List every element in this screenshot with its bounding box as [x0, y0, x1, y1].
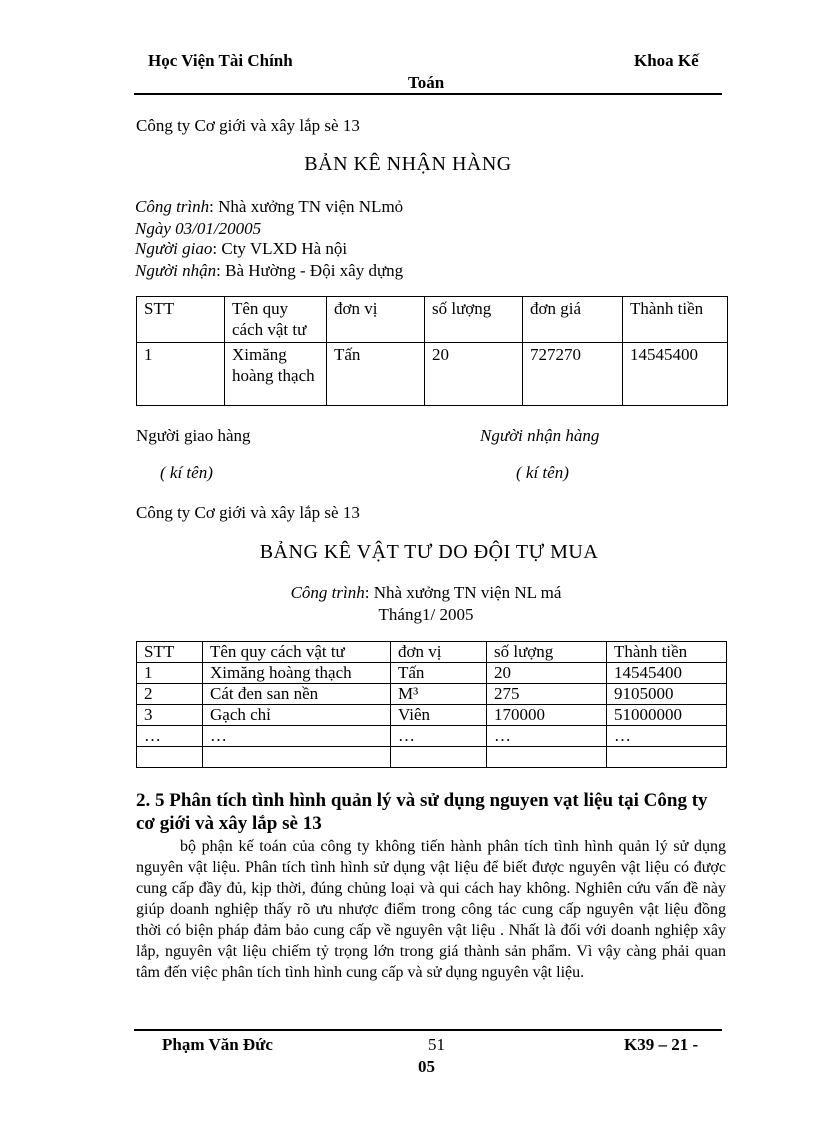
section2-project-label: Công trình [290, 583, 365, 602]
table-header-cell: Thành tiền [623, 297, 728, 343]
table-cell: 727270 [523, 342, 623, 405]
table-cell: M³ [391, 684, 487, 705]
table-cell: Viên [391, 705, 487, 726]
table-header-cell: Tên quy cách vật tư [203, 642, 391, 663]
receiver-line [135, 260, 403, 281]
table-cell: Ximăng hoàng thạch [203, 663, 391, 684]
table-header-cell: STT [137, 297, 225, 343]
section2-month: Tháng1/ 2005 [378, 605, 474, 624]
table-header-cell: đơn giá [523, 297, 623, 343]
footer-class-code-continued: 05 [418, 1057, 435, 1076]
table-header-cell: STT [137, 642, 203, 663]
table-cell: … [487, 726, 607, 747]
table-cell: … [203, 726, 391, 747]
table-cell: 20 [487, 663, 607, 684]
table-header-cell: đơn vị [327, 297, 425, 343]
table-cell: 1 [137, 663, 203, 684]
footer-class-code: K39 – 21 - [624, 1035, 699, 1054]
project-line [135, 196, 403, 217]
header-institution: Học Viện Tài Chính [148, 51, 293, 70]
receiver-label: Người nhận [135, 261, 217, 280]
project-label: Công trình [135, 197, 210, 216]
table-cell [137, 747, 203, 768]
receipt-table [136, 296, 728, 406]
footer-page-number: 51 [428, 1035, 445, 1054]
table-cell: Tấn [327, 342, 425, 405]
table-header-cell: số lượng [425, 297, 523, 343]
table-row [137, 663, 727, 684]
table-cell: Tấn [391, 663, 487, 684]
section-heading: 2. 5 Phân tích tình hình quản lý và sử dụng nguyen vạt liệu tại Công ty cơ giới và xây lắp sè 13 [136, 790, 708, 834]
signature-giver-label: Người giao hàng [136, 426, 251, 445]
table-cell: … [391, 726, 487, 747]
table-header-cell: Tên quy cách vật tư [225, 297, 327, 343]
table-header-cell: số lượng [487, 642, 607, 663]
giver-label: Người giao [135, 239, 213, 258]
section2-company: Công ty Cơ giới và xây lắp sè 13 [136, 503, 360, 522]
table-cell: 2 [137, 684, 203, 705]
footer-rule [134, 1029, 722, 1031]
analysis-paragraph: bộ phận kế toán của công ty không tiến hành phân tích tình hình quản lý sử dụng nguyên vật liệu. Phân tích tình hình sử dụng vật liệu để biết được nguyên vật liệu có được cung cấp đầy đủ, kịp thời, đúng chủng loại và qui cách hay không. Nghiên cứu vấn đề này giúp doanh nghiệp thấy rõ ưu nhược điểm trong công tác cung cấp nguyên vật liệu đồng thời có biện pháp đảm bảo cung cấp về nguyên vật liệu . Nhất là đối với doanh nghiệp xây lắp, nguyên vật liệu chiếm tỷ trọng lớn trong giá thành sản phẩm. Vì vậy càng phải quan tâm đến việc phân tích tình hình cung cấp và sử dụng nguyên vật liệu. [136, 838, 726, 981]
table-row [137, 342, 728, 405]
table-row [137, 684, 727, 705]
table-cell: 14545400 [607, 663, 727, 684]
table-cell: 170000 [487, 705, 607, 726]
table-cell [391, 747, 487, 768]
table-cell: 1 [137, 342, 225, 405]
section1-title: BẢN KÊ NHẬN HÀNG [304, 153, 512, 175]
table-cell: 9105000 [607, 684, 727, 705]
section2-project-value: : Nhà xưởng TN viện NL má [364, 583, 562, 602]
header-faculty-continued: Toán [408, 73, 445, 92]
table-cell: Gạch chỉ [203, 705, 391, 726]
table-cell [607, 747, 727, 768]
giver-line [135, 238, 347, 259]
materials-table [136, 641, 727, 768]
table-cell: … [137, 726, 203, 747]
table-cell [487, 747, 607, 768]
date-line: Ngày 03/01/20005 [135, 219, 262, 238]
signature-note-right: ( kí tên) [516, 463, 569, 482]
section2-title: BẢNG KÊ VẬT TƯ DO ĐỘI TỰ MUA [259, 541, 599, 563]
project-value: : Nhà xưởng TN viện NLmỏ [209, 197, 404, 216]
table-cell: 20 [425, 342, 523, 405]
table-row [137, 705, 727, 726]
table-header-row [137, 642, 727, 663]
table-cell: 275 [487, 684, 607, 705]
table-cell [203, 747, 391, 768]
table-cell: … [607, 726, 727, 747]
section1-company: Công ty Cơ giới và xây lắp sè 13 [136, 116, 360, 135]
footer-author: Phạm Văn Đức [162, 1035, 273, 1054]
signature-note-left: ( kí tên) [160, 463, 213, 482]
section2-project-line [0, 582, 816, 603]
table-cell: Ximăng hoàng thạch [225, 342, 327, 405]
table-cell: Cát đen san nền [203, 684, 391, 705]
signature-receiver-label: Người nhận hàng [480, 426, 600, 445]
table-cell: 14545400 [623, 342, 728, 405]
table-header-cell: Thành tiền [607, 642, 727, 663]
header-rule [134, 93, 722, 95]
table-header-row [137, 297, 728, 343]
table-row [137, 726, 727, 747]
header-faculty: Khoa Kế [634, 51, 699, 70]
table-cell: 3 [137, 705, 203, 726]
table-header-cell: đơn vị [391, 642, 487, 663]
table-row [137, 747, 727, 768]
table-cell: 51000000 [607, 705, 727, 726]
receiver-value: : Bà Hường - Đội xây dựng [216, 261, 404, 280]
giver-value: : Cty VLXD Hà nội [212, 239, 348, 258]
